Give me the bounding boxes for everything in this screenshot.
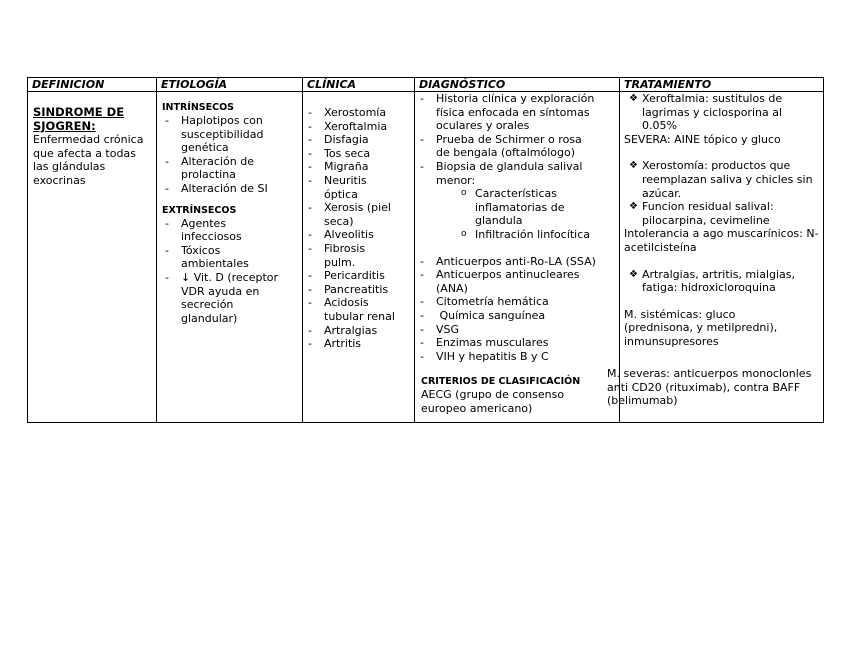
list-item: ❖ Xeroftalmia: sustitulos de lagrimas y ciclosporina al 0.05% (624, 92, 814, 133)
syndrome-definition: Enfermedad crónica que afecta a todas las glándulas exocrinas (33, 133, 144, 187)
list-item: - Anticuerpos antinucleares (ANA) (417, 268, 606, 295)
list-item: - VIH y hepatitis B y C (417, 350, 613, 364)
syndrome-title: SINDROME DE SJOGREN: (33, 105, 125, 133)
list-item: - Xerostomía (305, 106, 412, 120)
list-item: - Anticuerpos anti-Ro-LA (SSA) (417, 255, 613, 269)
list-item: - Biopsia de glandula salival menor: (417, 160, 597, 187)
list-item: - Acidosis tubular renal (305, 296, 404, 323)
list-item: - Migraña (305, 160, 412, 174)
list-item: - Disfagia (305, 133, 412, 147)
table-header-row (28, 78, 823, 92)
header-tratamiento: TRATAMIENTO (624, 78, 712, 91)
cell-clinica (303, 92, 415, 422)
tratamiento-list-1 (624, 92, 814, 133)
diagnostico-list-2 (417, 255, 613, 364)
list-item: - Pancreatitis (305, 283, 412, 297)
header-clinica: CLÍNICA (303, 78, 415, 91)
list-item: - Agentes infecciosos (162, 217, 271, 244)
list-item: - Artritis (305, 337, 412, 351)
severa-text: SEVERA: AINE tópico y gluco (624, 132, 781, 146)
biopsia-sublist (417, 187, 597, 241)
list-item: - Pericarditis (305, 269, 412, 283)
cell-diagnostico (415, 92, 620, 422)
cell-definicion (28, 92, 157, 422)
list-item: ❖ Artralgias, artritis, mialgias, fatiga: hidroxicloroquina (624, 268, 821, 295)
intolerancia-text: Intolerancia a ago muscarínicos: N-acetilcisteína (624, 227, 819, 254)
list-item: - ↓ Vit. D (receptor VDR ayuda en secreción glandular) (162, 271, 287, 325)
intrinsecos-label: INTRÍNSECOS (162, 102, 234, 113)
cell-etiologia (157, 92, 303, 422)
sistemicas-text: M. sistémicas: gluco (prednisona, y metilpredni), inmunsupresores (624, 307, 778, 348)
extrinsecos-label: EXTRÍNSECOS (162, 204, 237, 216)
list-item: ❖ Xerostomía: productos que reemplazan saliva y chicles sin azúcar. (624, 159, 818, 200)
list-item: - Alveolitis (305, 228, 412, 242)
list-item: - Citometría hemática (417, 295, 613, 309)
tratamiento-list-2 (624, 159, 818, 227)
extrinsecos-list (162, 217, 287, 326)
header-diagnostico: DIAGNÓSTICO (415, 78, 620, 91)
list-item: - Prueba de Schirmer o rosa de bengala (oftalmólogo) (417, 133, 597, 160)
list-item: - Alteración de prolactina (162, 155, 274, 182)
list-item: - VSG (417, 323, 613, 337)
list-item: o Infiltración linfocítica (417, 228, 597, 242)
list-item: - Tóxicos ambientales (162, 244, 271, 271)
list-item: - Tos seca (305, 147, 412, 161)
list-item: - Alteración de SI (162, 182, 274, 196)
list-item: - Haplotipos con susceptibilidad genética (162, 114, 274, 155)
table-body-row (28, 92, 823, 422)
list-item: o Características inflamatorias de glandula (417, 187, 575, 228)
list-item: - Neuritis óptica (305, 174, 378, 201)
intrinsecos-list (162, 114, 274, 196)
criterios-text: AECG (grupo de consenso europeo americano) (421, 388, 565, 415)
list-item: - Química sanguínea (417, 309, 613, 323)
clinica-list (305, 106, 412, 351)
list-item: - Historia clínica y exploración física enfocada en síntomas oculares y orales (417, 92, 597, 133)
list-item: - Enzimas musculares (417, 336, 613, 350)
list-item: - Xerosis (piel seca) (305, 201, 402, 228)
list-item: - Fibrosis pulm. (305, 242, 374, 269)
list-item: ❖ Funcion residual salival: pilocarpina, cevimeline (624, 200, 802, 227)
list-item: - Artralgias (305, 324, 412, 338)
diagnostico-list-1 (417, 92, 597, 187)
tratamiento-list-3 (624, 268, 821, 295)
cell-tratamiento (607, 92, 823, 422)
clinical-table (27, 77, 824, 423)
list-item: - Xeroftalmia (305, 120, 412, 134)
criterios-label: CRITERIOS DE CLASIFICACIÓN (421, 376, 581, 388)
header-definicion: DEFINICION (28, 78, 157, 91)
severas-text: M. severas: anticuerpos monoclonles anti CD20 (rituximab), contra BAFF (belimumab) (607, 367, 812, 408)
header-etiologia: ETIOLOGÍA (157, 78, 303, 91)
